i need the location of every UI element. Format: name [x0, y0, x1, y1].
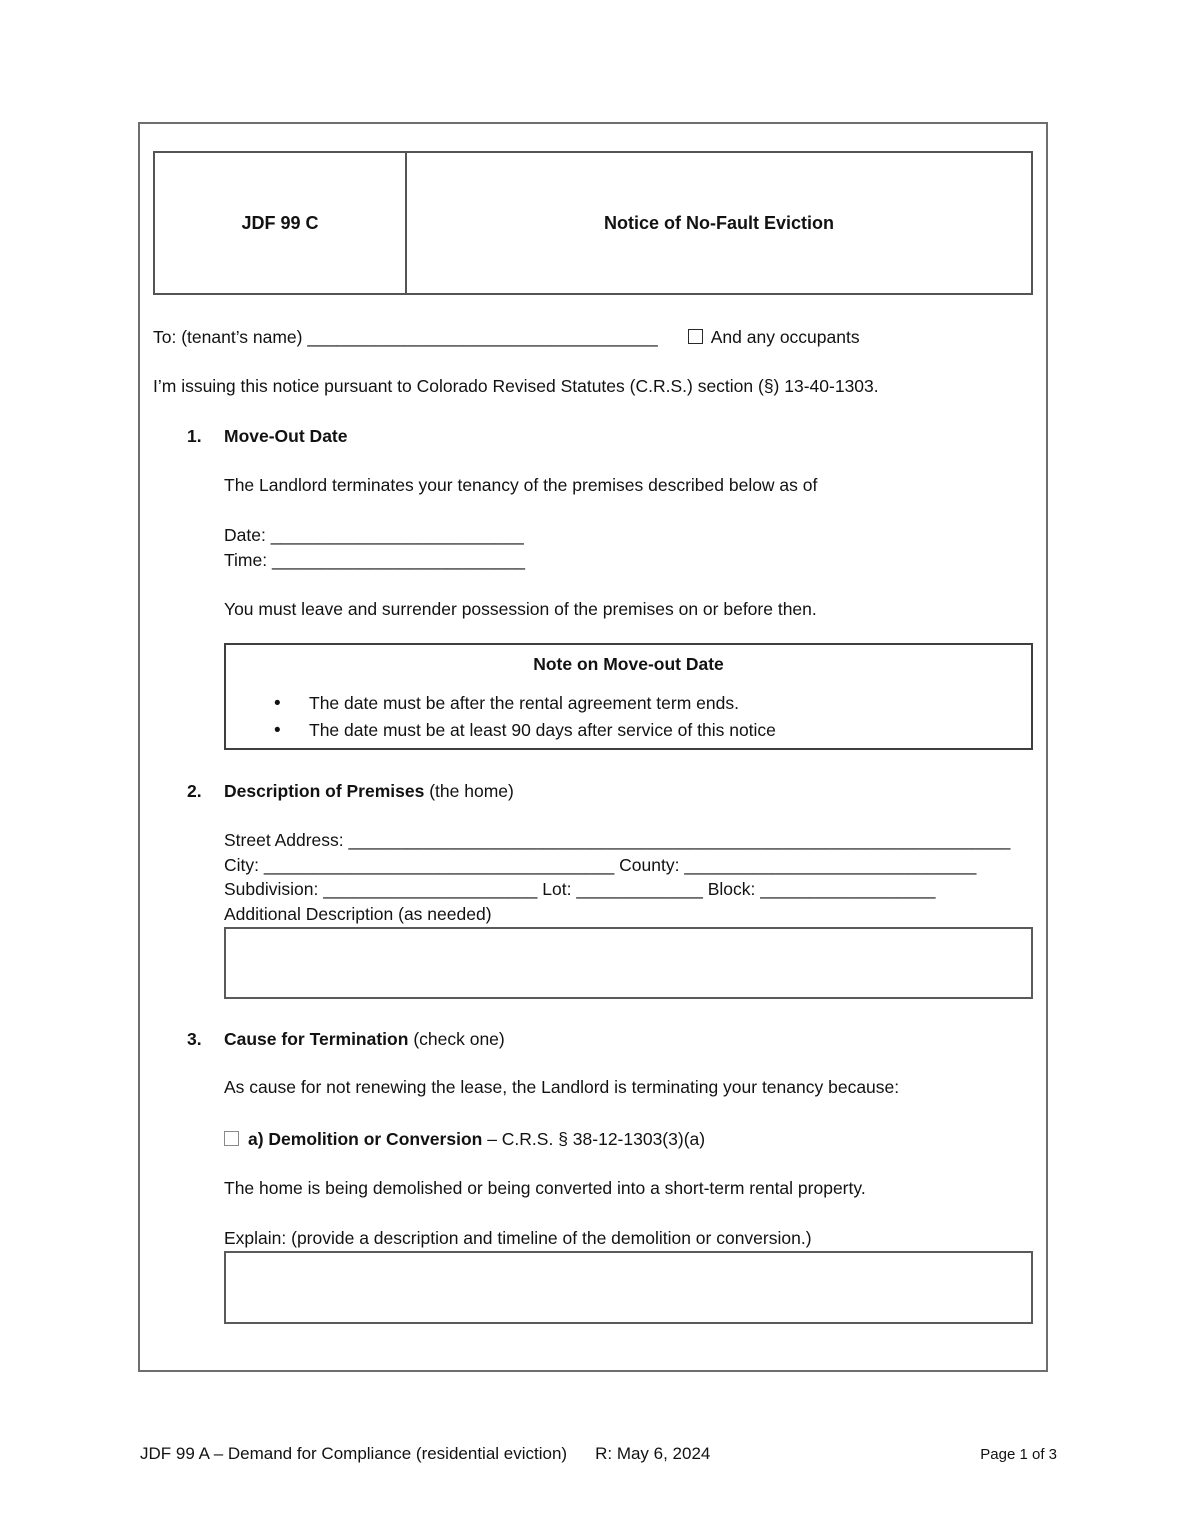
block-blank[interactable]: __________________	[760, 879, 936, 899]
additional-description-box[interactable]	[224, 927, 1033, 999]
city-label: City:	[224, 854, 259, 875]
footer-form-reference: JDF 99 A – Demand for Compliance (residential eviction)	[140, 1444, 568, 1463]
note-bullet: • The date must be after the rental agreement term ends.	[226, 690, 1031, 717]
city-county-line	[224, 853, 1033, 878]
lot-label: Lot:	[542, 879, 572, 899]
tenant-name-blank[interactable]: ____________________________________	[307, 327, 658, 347]
lot-blank[interactable]: _____________	[576, 879, 703, 899]
option-a-statute: – C.R.S. § 38-12-1303(3)(a)	[487, 1129, 706, 1149]
explain-label: Explain: (provide a description and timeline of the demolition or conversion.)	[224, 1228, 812, 1248]
section3-heading	[153, 1027, 1033, 1051]
county-blank[interactable]: ______________________________	[684, 854, 977, 875]
explain-box[interactable]	[224, 1251, 1033, 1324]
occupants-label: And any occupants	[710, 327, 860, 347]
section1-intro: The Landlord terminates your tenancy of the premises described below as of	[224, 475, 818, 495]
time-blank[interactable]: __________________________	[271, 550, 526, 570]
county-label: County:	[619, 854, 680, 875]
form-header-table	[153, 151, 1033, 295]
tenant-name-label: To: (tenant’s name)	[153, 327, 303, 347]
option-a-body: The home is being demolished or being converted into a short-term rental property.	[224, 1178, 866, 1198]
footer-revision-date: R: May 6, 2024	[595, 1444, 711, 1463]
section1-number: 1.	[187, 426, 202, 446]
section2-heading	[153, 779, 1033, 803]
street-address-label: Street Address:	[224, 830, 344, 850]
option-a-label: a) Demolition or Conversion	[248, 1129, 483, 1149]
footer-page-indicator: Page 1 of 3	[980, 1446, 1057, 1463]
subdivision-lot-block-line	[224, 877, 1033, 902]
section3-intro: As cause for not renewing the lease, the Landlord is terminating your tenancy because:	[224, 1077, 900, 1097]
section3-title: Cause for Termination (check one)	[224, 1029, 505, 1049]
additional-description-label: Additional Description (as needed)	[224, 903, 492, 924]
demolition-checkbox[interactable]	[224, 1131, 239, 1146]
section2-number: 2.	[187, 781, 202, 801]
page-footer	[140, 1444, 1057, 1464]
note-bullet: • The date must be at least 90 days after service of this notice	[226, 717, 1031, 744]
street-address-blank[interactable]: ____________________________________________________________________	[348, 830, 1011, 850]
form-code: JDF 99 C	[155, 153, 407, 293]
note-title: Note on Move-out Date	[533, 654, 724, 674]
time-line	[224, 548, 1033, 573]
section3-number: 3.	[187, 1029, 202, 1049]
cause-option-a-line	[224, 1127, 1033, 1151]
surrender-line: You must leave and surrender possession of the premises on or before then.	[224, 599, 817, 619]
date-line	[224, 523, 1033, 548]
form-page-border	[138, 122, 1048, 1372]
date-blank[interactable]: __________________________	[270, 525, 524, 545]
block-label: Block:	[707, 879, 756, 899]
street-address-line	[224, 828, 1033, 853]
occupants-checkbox[interactable]	[688, 329, 703, 344]
subdivision-blank[interactable]: ______________________	[323, 879, 538, 899]
move-out-note-box	[224, 643, 1033, 750]
statute-line: I’m issuing this notice pursuant to Colorado Revised Statutes (C.R.S.) section (§) 13-40-1303.	[153, 376, 879, 396]
form-title: Notice of No-Fault Eviction	[603, 212, 834, 233]
subdivision-label: Subdivision:	[224, 879, 319, 899]
section1-title: Move-Out Date	[224, 426, 348, 446]
section1-heading	[153, 424, 1033, 448]
time-label: Time:	[224, 550, 268, 570]
section2-title: Description of Premises (the home)	[224, 781, 514, 801]
note-bullet-list	[226, 690, 1031, 744]
city-blank[interactable]: ____________________________________	[263, 854, 615, 875]
date-label: Date:	[224, 525, 266, 545]
tenant-name-line	[153, 325, 1033, 349]
